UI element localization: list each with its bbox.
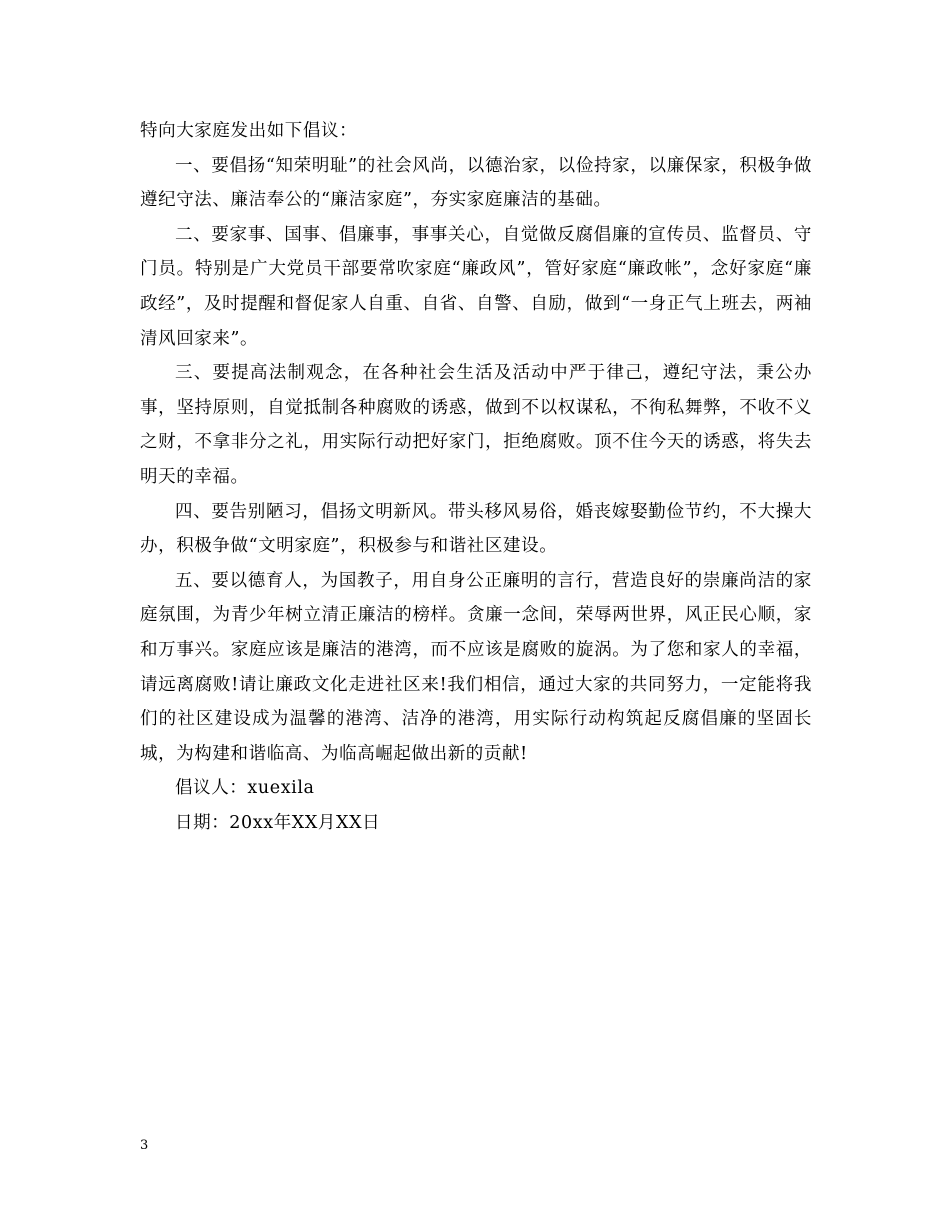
intro-line: 特向大家庭发出如下倡议： bbox=[140, 121, 358, 141]
paragraph-3: 三、要提高法制观念，在各种社会生活及活动中严于律己，遵纪守法，秉公办事，坚持原则，自觉抵制各种腐败的诱惑，做到不以权谋私，不徇私舞弊，不收不义之财，不拿非分之礼，用实际行动把好家门，拒绝腐败。顶不住今天的诱惑，将失去明天的幸福。 bbox=[140, 363, 812, 487]
paragraph-2: 二、要家事、国事、倡廉事，事事关心，自觉做反腐倡廉的宣传员、监督员、守门员。特别是广大党员干部要常吹家庭“廉政风”，管好家庭“廉政帐”，念好家庭“廉政经”，及时提醒和督促家人自重、自省、自警、自励，做到“一身正气上班去，两袖清风回家来”。 bbox=[140, 224, 812, 349]
paragraph-1: 一、要倡扬“知荣明耻”的社会风尚，以德治家，以俭持家，以廉保家，积极争做遵纪守法、廉洁奉公的“廉洁家庭”，夯实家庭廉洁的基础。 bbox=[140, 155, 812, 211]
document-body bbox=[140, 114, 812, 840]
paragraph-5: 五、要以德育人，为国教子，用自身公正廉明的言行，营造良好的崇廉尚洁的家庭氛围，为青少年树立清正廉洁的榜样。贪廉一念间，荣辱两世界，风正民心顺，家和万事兴。家庭应该是廉洁的港湾，而不应该是腐败的旋涡。为了您和家人的幸福，请远离腐败!请让廉政文化走进社区来!我们相信，通过大家的共同努力，一定能将我们的社区建设成为温馨的港湾、洁净的港湾，用实际行动构筑起反腐倡廉的坚固长城，为构建和谐临高、为临高崛起做出新的贡献! bbox=[140, 570, 812, 764]
paragraph-4: 四、要告别陋习，倡扬文明新风。带头移风易俗，婚丧嫁娶勤俭节约，不大操大办，积极争做“文明家庭”，积极参与和谐社区建设。 bbox=[140, 501, 812, 557]
page-number: 3 bbox=[140, 1138, 149, 1153]
signature-line: 倡议人：xuexila bbox=[175, 778, 315, 799]
date-line: 日期：20xx年XX月XX日 bbox=[175, 812, 381, 833]
